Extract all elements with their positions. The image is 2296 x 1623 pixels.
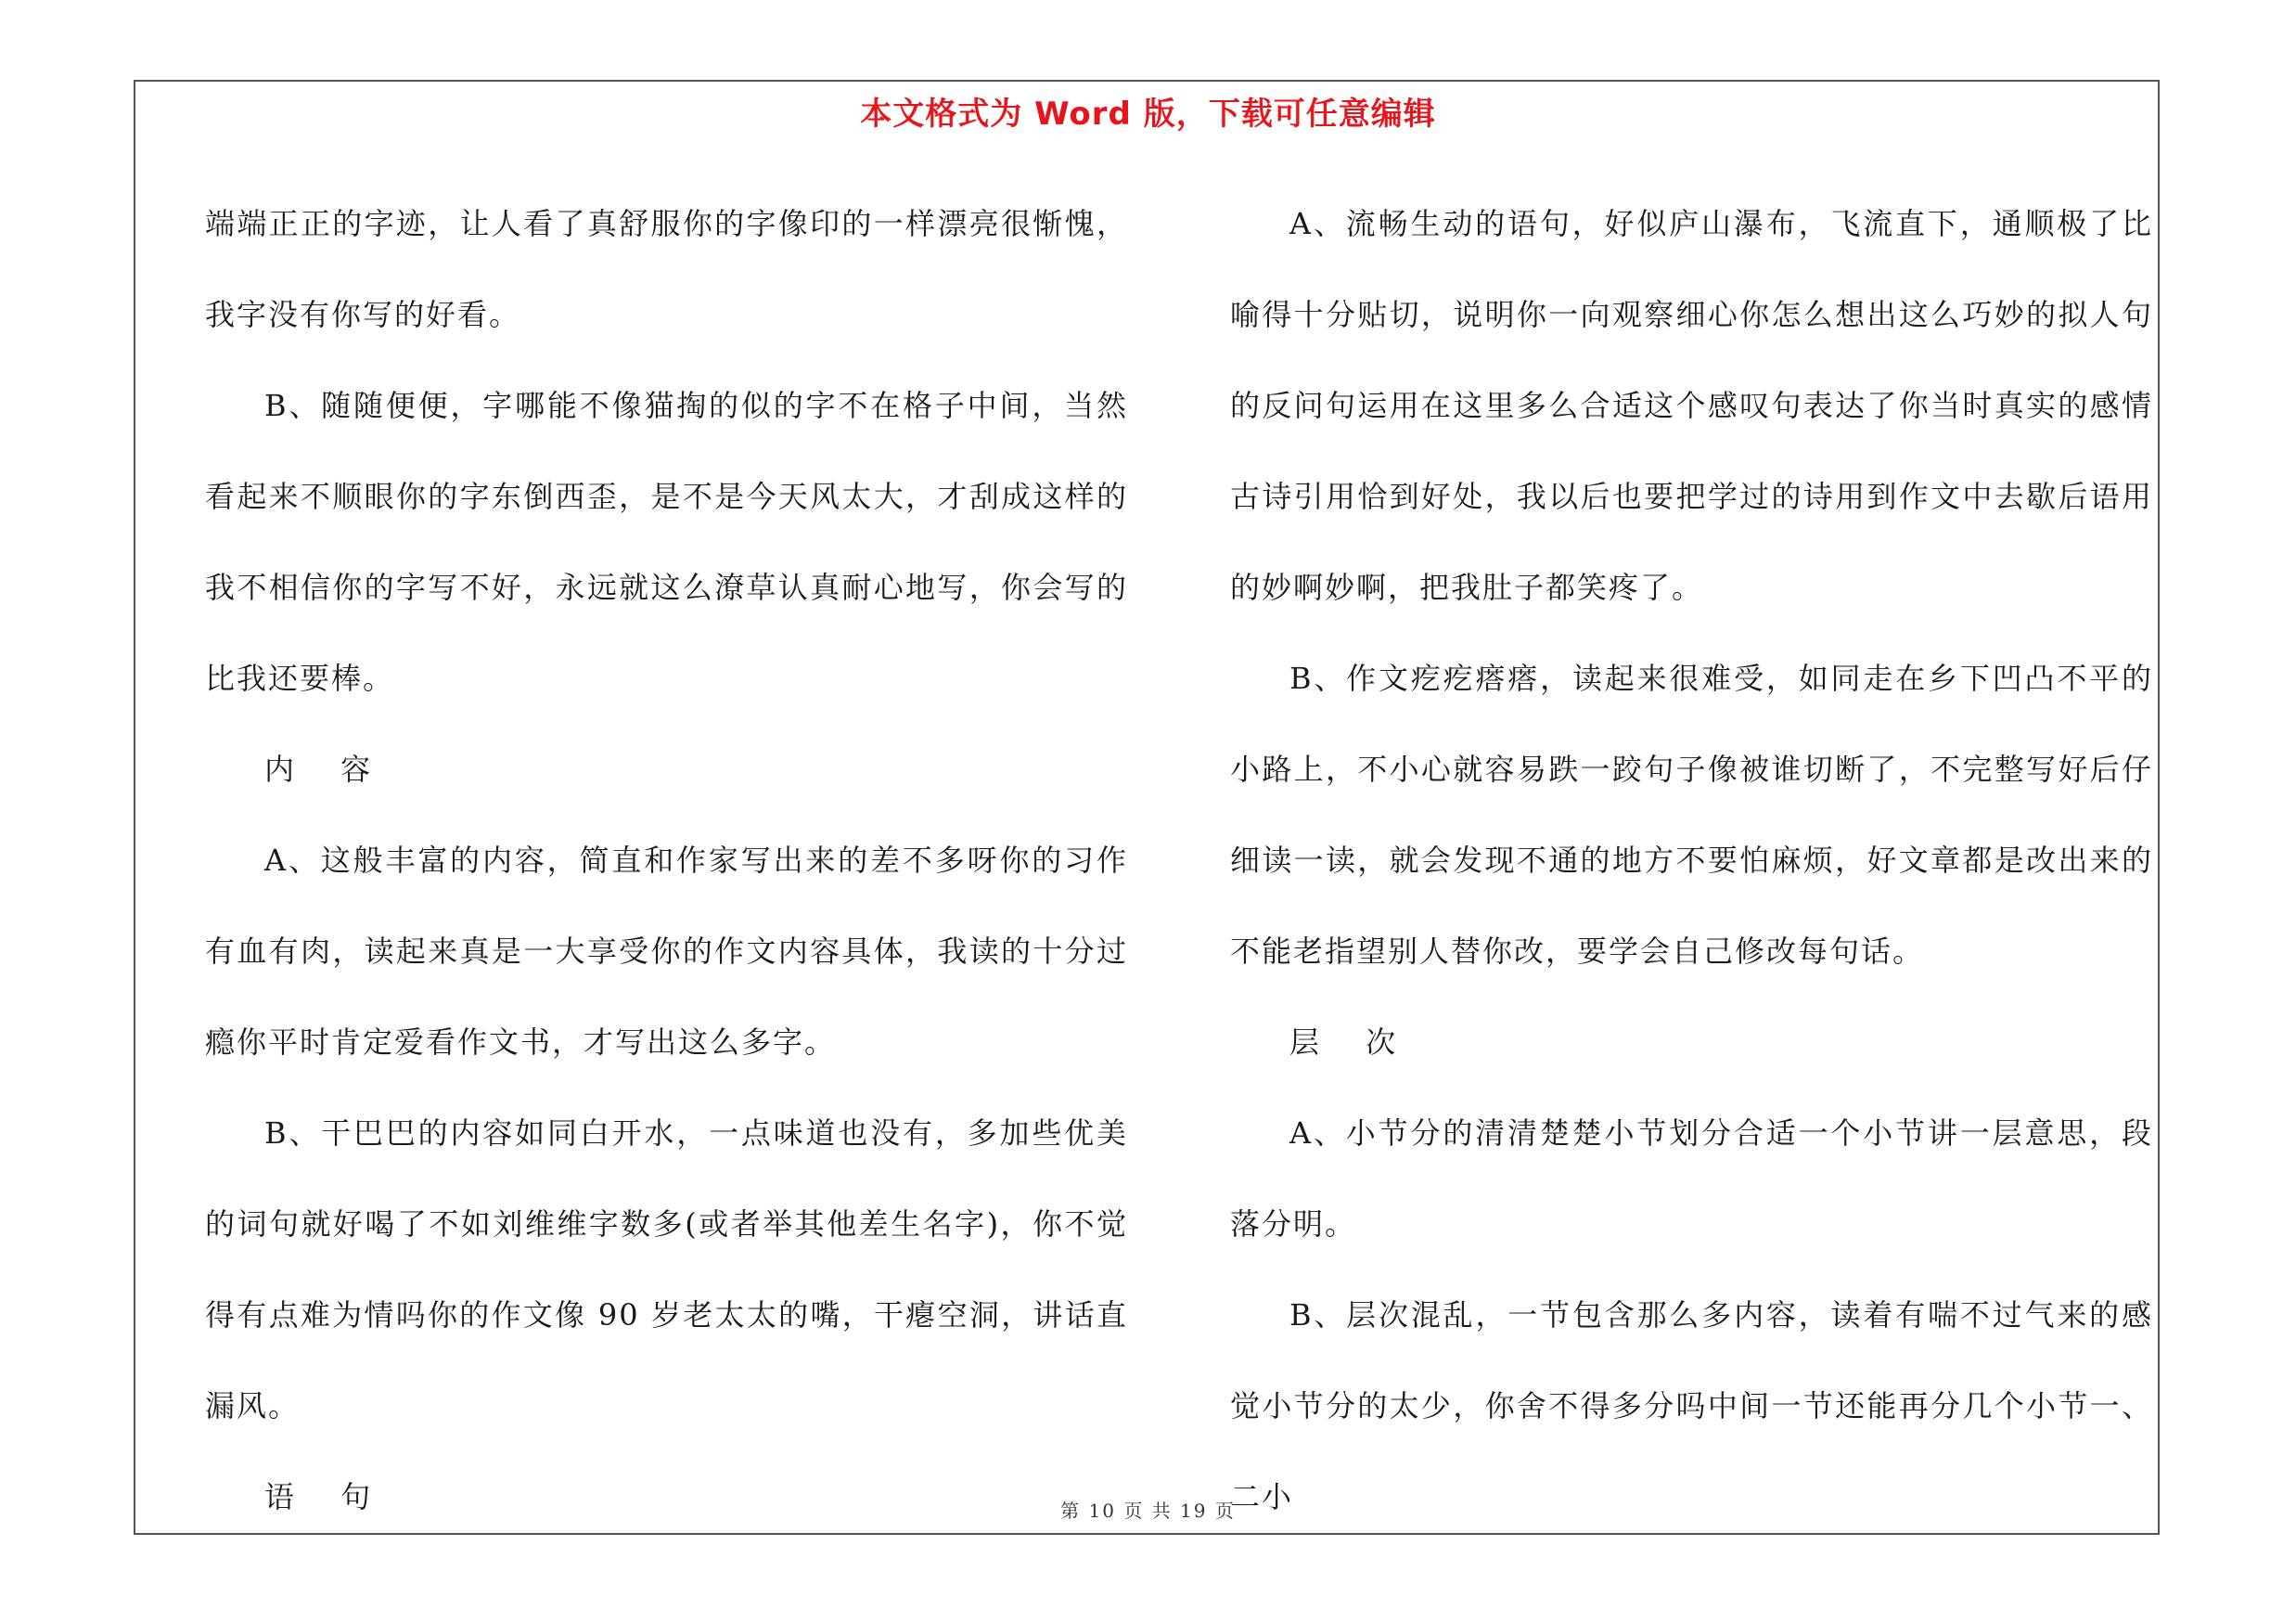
paragraph: A、小节分的清清楚楚小节划分合适一个小节讲一层意思，段落分明。 (1230, 1115, 2153, 1242)
section-heading: 内 容 (264, 752, 390, 787)
paragraph: A、这般丰富的内容，简直和作家写出来的差不多呀你的习作有血有肉，读起来真是一大享受你的作文内容具体，我读的十分过瘾你平时肯定爱看作文书，才写出这么多字。 (205, 843, 1128, 1060)
paragraph: B、干巴巴的内容如同白开水，一点味道也没有，多加些优美的词句就好喝了不如刘维维字数多(或者举其他差生名字)，你不觉得有点难为情吗你的作文像 90 岁老太太的嘴，干瘪空洞，讲话直漏风。 (205, 1115, 1128, 1423)
paragraph: B、作文疙疙瘩瘩，读起来很难受，如同走在乡下凹凸不平的小路上，不小心就容易跌一跤句子像被谁切断了，不完整写好后仔细读一读，就会发现不通的地方不要怕麻烦，好文章都是改出来的不能老指望别人替你改，要学会自己修改每句话。 (1230, 661, 2153, 969)
paragraph: B、随随便便，字哪能不像猫掏的似的字不在格子中间，当然看起来不顺眼你的字东倒西歪，是不是今天风太大，才刮成这样的我不相信你的字写不好，永远就这么潦草认真耐心地写，你会写的比我还要棒。 (205, 388, 1128, 696)
section-heading: 层 次 (1289, 1024, 1415, 1060)
paragraph: 端端正正的字迹，让人看了真舒服你的字像印的一样漂亮很惭愧，我字没有你写的好看。 (205, 206, 1128, 332)
left-column (205, 178, 1128, 1542)
paragraph: B、层次混乱，一节包含那么多内容，读着有喘不过气来的感觉小节分的太少，你舍不得多分吗中间一节还能再分几个小节一、二小 (1230, 1297, 2153, 1514)
page-number-footer: 第 10 页 共 19 页 (1060, 1500, 1236, 1522)
paragraph: A、流畅生动的语句，好似庐山瀑布，飞流直下，通顺极了比喻得十分贴切，说明你一向观察细心你怎么想出这么巧妙的拟人句的反问句运用在这里多么合适这个感叹句表达了你当时真实的感情古诗引用恰到好处，我以后也要把学过的诗用到作文中去歇后语用的妙啊妙啊，把我肚子都笑疼了。 (1230, 206, 2153, 605)
watermark-banner: 本文格式为 Word 版，下载可任意编辑 (860, 96, 1436, 133)
right-column (1230, 178, 2153, 1542)
section-heading: 语 句 (264, 1479, 390, 1514)
